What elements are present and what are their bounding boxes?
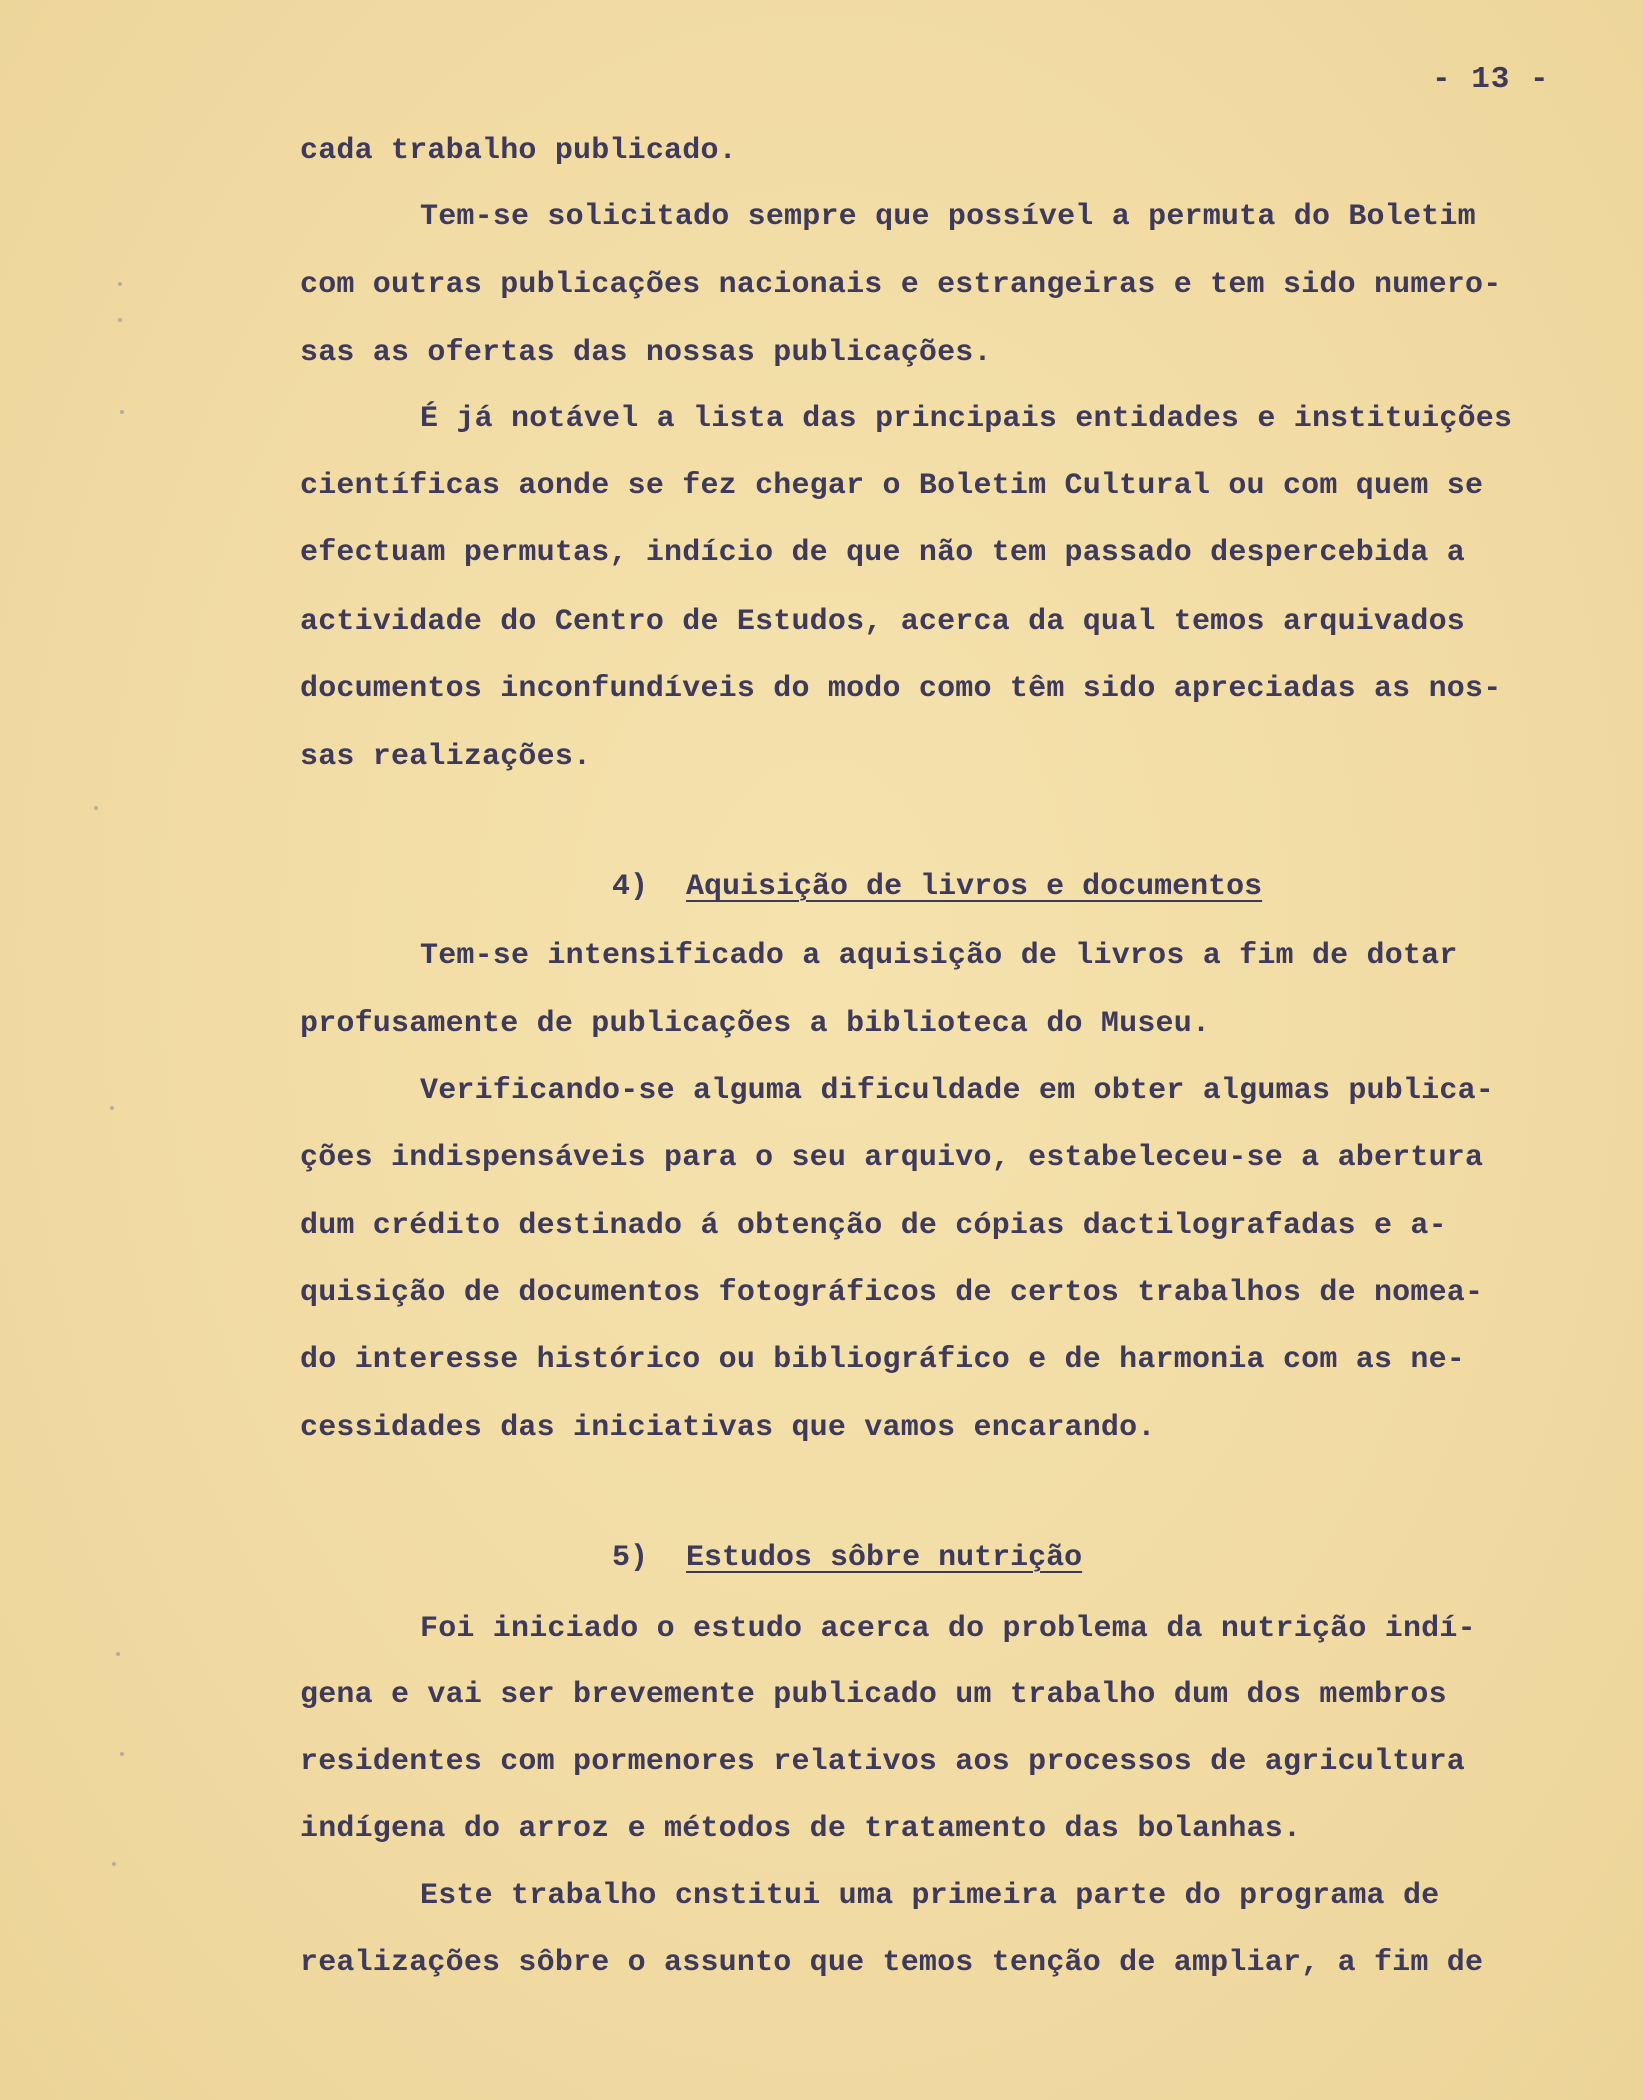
text-line: cada trabalho publicado. (300, 134, 737, 168)
section-title: Estudos sôbre nutrição (686, 1541, 1083, 1575)
text-line: Verificando-se alguma dificuldade em obter algumas publica- (420, 1074, 1494, 1108)
text-line: gena e vai ser brevemente publicado um trabalho dum dos membros (300, 1678, 1447, 1712)
paper-speck (118, 318, 122, 322)
paper-speck (120, 1752, 124, 1756)
text-line: quisição de documentos fotográficos de certos trabalhos de nomea- (300, 1276, 1484, 1310)
section-number: 5) (612, 1541, 649, 1575)
text-line: Tem-se intensificado a aquisição de livros a fim de dotar (420, 939, 1458, 973)
text-line: residentes com pormenores relativos aos processos de agricultura (300, 1745, 1465, 1779)
paper-speck (112, 1862, 116, 1866)
text-line: dum crédito destinado á obtenção de cópias dactilografadas e a- (300, 1209, 1447, 1243)
text-line: documentos inconfundíveis do modo como têm sido apreciadas as nos- (300, 672, 1502, 706)
text-line: com outras publicações nacionais e estrangeiras e tem sido numero- (300, 268, 1502, 302)
text-line: profusamente de publicações a biblioteca do Museu. (300, 1007, 1211, 1041)
text-line: do interesse histórico ou bibliográfico e de harmonia com as ne- (300, 1343, 1465, 1377)
paper-speck (120, 410, 124, 414)
section-heading-5 (540, 1513, 1082, 1603)
paper-speck (116, 1652, 120, 1656)
paper-speck (94, 806, 98, 810)
section-title: Aquisição de livros e documentos (686, 870, 1263, 904)
text-line: realizações sôbre o assunto que temos tenção de ampliar, a fim de (300, 1946, 1484, 1980)
text-line: efectuam permutas, indício de que não tem passado despercebida a (300, 536, 1465, 570)
text-line: É já notável a lista das principais entidades e instituições (420, 402, 1513, 436)
text-line: cessidades das iniciativas que vamos encarando. (300, 1411, 1156, 1445)
text-line: sas as ofertas das nossas publicações. (300, 336, 992, 370)
section-heading-4 (540, 842, 1262, 932)
paper-speck (118, 282, 122, 286)
text-line: ções indispensáveis para o seu arquivo, estabeleceu-se a abertura (300, 1141, 1484, 1175)
text-line: sas realizações. (300, 740, 592, 774)
section-number: 4) (612, 870, 649, 904)
text-line: indígena do arroz e métodos de tratamento das bolanhas. (300, 1812, 1302, 1846)
text-line: Tem-se solicitado sempre que possível a permuta do Boletim (420, 200, 1476, 234)
text-line: científicas aonde se fez chegar o Boletim Cultural ou com quem se (300, 469, 1484, 503)
text-line: Foi iniciado o estudo acerca do problema da nutrição indí- (420, 1612, 1476, 1646)
text-line: Este trabalho cnstitui uma primeira parte do programa de (420, 1879, 1440, 1913)
page-number: - 13 - (1432, 62, 1550, 97)
paper-speck (110, 1106, 114, 1110)
text-line: actividade do Centro de Estudos, acerca da qual temos arquivados (300, 605, 1465, 639)
